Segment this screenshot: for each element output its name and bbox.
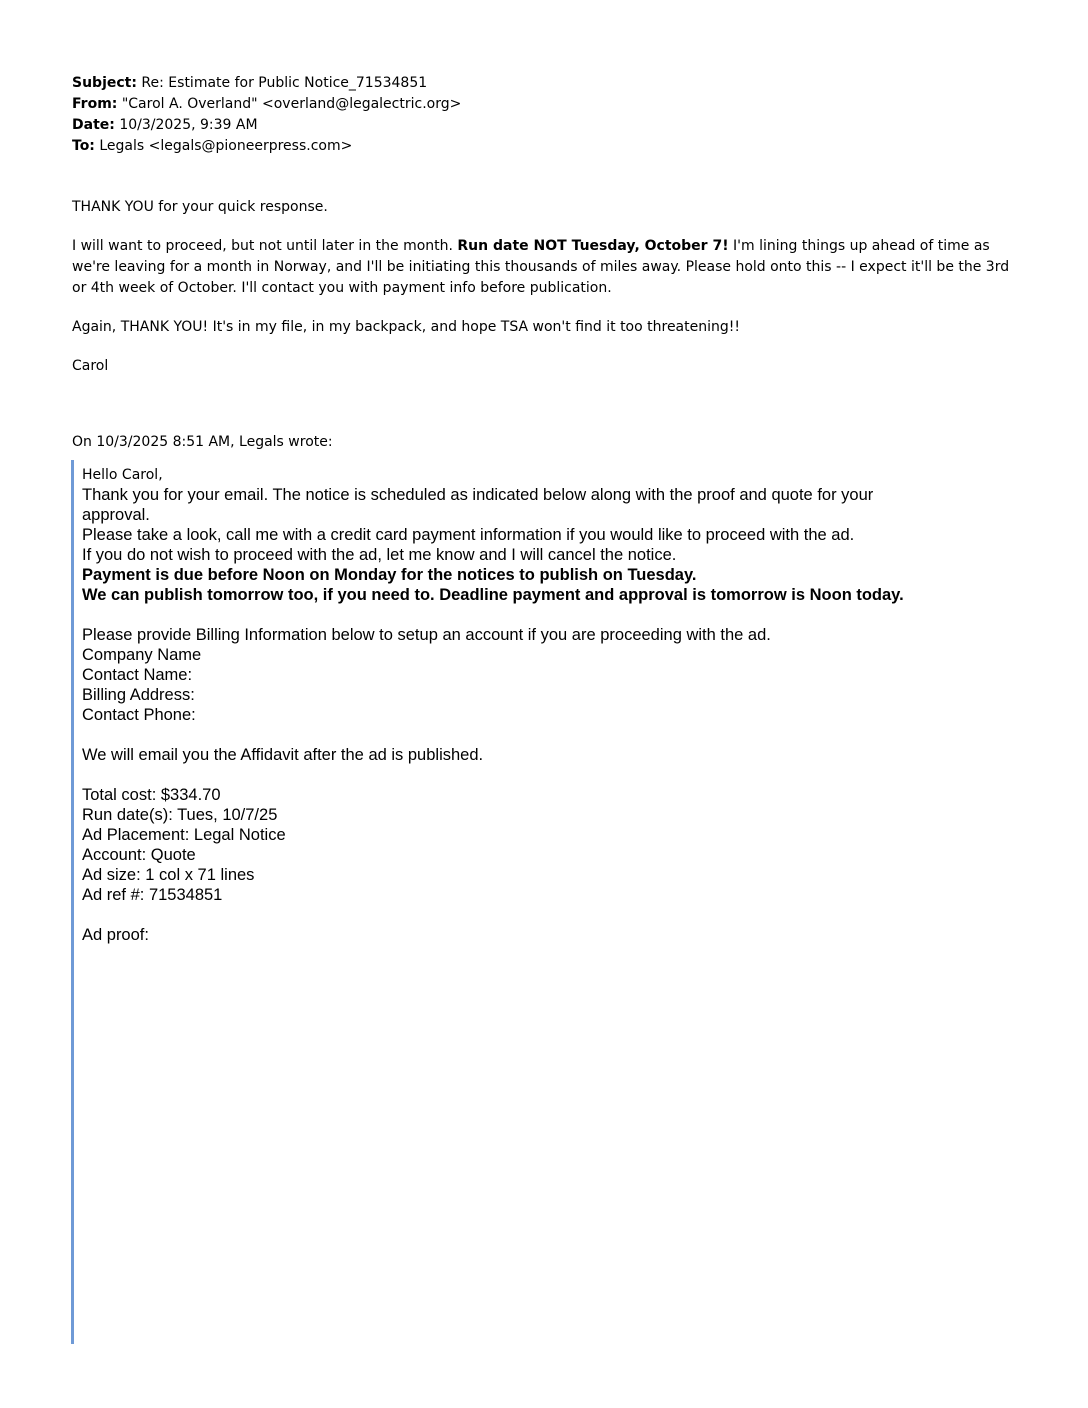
blank-line xyxy=(82,905,982,925)
quote-bar xyxy=(71,460,74,1344)
subject-value: Re: Estimate for Public Notice_71534851 xyxy=(141,75,428,91)
blank-line xyxy=(82,765,982,785)
ad-placement: Ad Placement: Legal Notice xyxy=(82,826,286,844)
quote-attribution: On 10/3/2025 8:51 AM, Legals wrote: xyxy=(72,434,333,450)
reply-paragraph-again: Again, THANK YOU! It's in my file, in my backpack, and hope TSA won't find it too threatening!! xyxy=(72,319,740,335)
quoted-deadline: We can publish tomorrow too, if you need to. Deadline payment and approval is tomorrow is Noon today. xyxy=(82,586,904,604)
total-cost: Total cost: $334.70 xyxy=(82,786,221,804)
quoted-greeting: Hello Carol, xyxy=(82,467,163,483)
reply-paragraph-proceed xyxy=(72,236,1022,299)
reply-paragraph-thanks: THANK YOU for your quick response. xyxy=(72,199,328,215)
ad-size: Ad size: 1 col x 71 lines xyxy=(82,866,255,884)
quoted-line: Please take a look, call me with a credit card payment information if you would like to proceed with the ad. xyxy=(82,526,855,544)
affidavit-note: We will email you the Affidavit after the ad is published. xyxy=(82,746,484,764)
ad-proof-label: Ad proof: xyxy=(82,926,149,944)
to-row xyxy=(72,136,461,157)
blank-line xyxy=(82,725,982,745)
date-label: Date: xyxy=(72,117,115,133)
run-dates: Run date(s): Tues, 10/7/25 xyxy=(82,806,278,824)
billing-contact-name: Contact Name: xyxy=(82,666,193,684)
to-label: To: xyxy=(72,138,95,154)
quoted-line: approval. xyxy=(82,506,150,524)
subject-row xyxy=(72,73,461,94)
billing-company-name: Company Name xyxy=(82,646,202,664)
billing-address: Billing Address: xyxy=(82,686,195,704)
from-value: "Carol A. Overland" <overland@legalectric.org> xyxy=(121,96,462,112)
ad-ref: Ad ref #: 71534851 xyxy=(82,886,223,904)
reply-run-date-warning: Run date NOT Tuesday, October 7! xyxy=(457,238,729,254)
reply-proceed-rest: I'm lining things up ahead of time as we're leaving for a month in Norway, and I'll be initiating this thousands of miles away. Please hold onto this -- I expect it'll be the 3rd or 4th week of October. I'll contact you with payment info before publication. xyxy=(72,238,1010,296)
account: Account: Quote xyxy=(82,846,196,864)
reply-proceed-start: I will want to proceed, but not until later in the month. xyxy=(72,238,458,254)
from-label: From: xyxy=(72,96,118,112)
billing-intro: Please provide Billing Information below to setup an account if you are proceeding with the ad. xyxy=(82,626,771,644)
date-row xyxy=(72,115,461,136)
subject-label: Subject: xyxy=(72,75,137,91)
quoted-message xyxy=(82,465,982,945)
quoted-payment-due: Payment is due before Noon on Monday for the notices to publish on Tuesday. xyxy=(82,566,697,584)
billing-contact-phone: Contact Phone: xyxy=(82,706,196,724)
quoted-line: Thank you for your email. The notice is scheduled as indicated below along with the proof and quote for your xyxy=(82,486,874,504)
date-value: 10/3/2025, 9:39 AM xyxy=(119,117,258,133)
quoted-body xyxy=(82,485,982,945)
blank-line xyxy=(82,605,982,625)
reply-body xyxy=(72,197,1022,377)
reply-signature: Carol xyxy=(72,358,109,374)
from-row xyxy=(72,94,461,115)
quoted-line: If you do not wish to proceed with the ad, let me know and I will cancel the notice. xyxy=(82,546,677,564)
to-value: Legals <legals@pioneerpress.com> xyxy=(99,138,353,154)
email-header xyxy=(72,73,461,157)
